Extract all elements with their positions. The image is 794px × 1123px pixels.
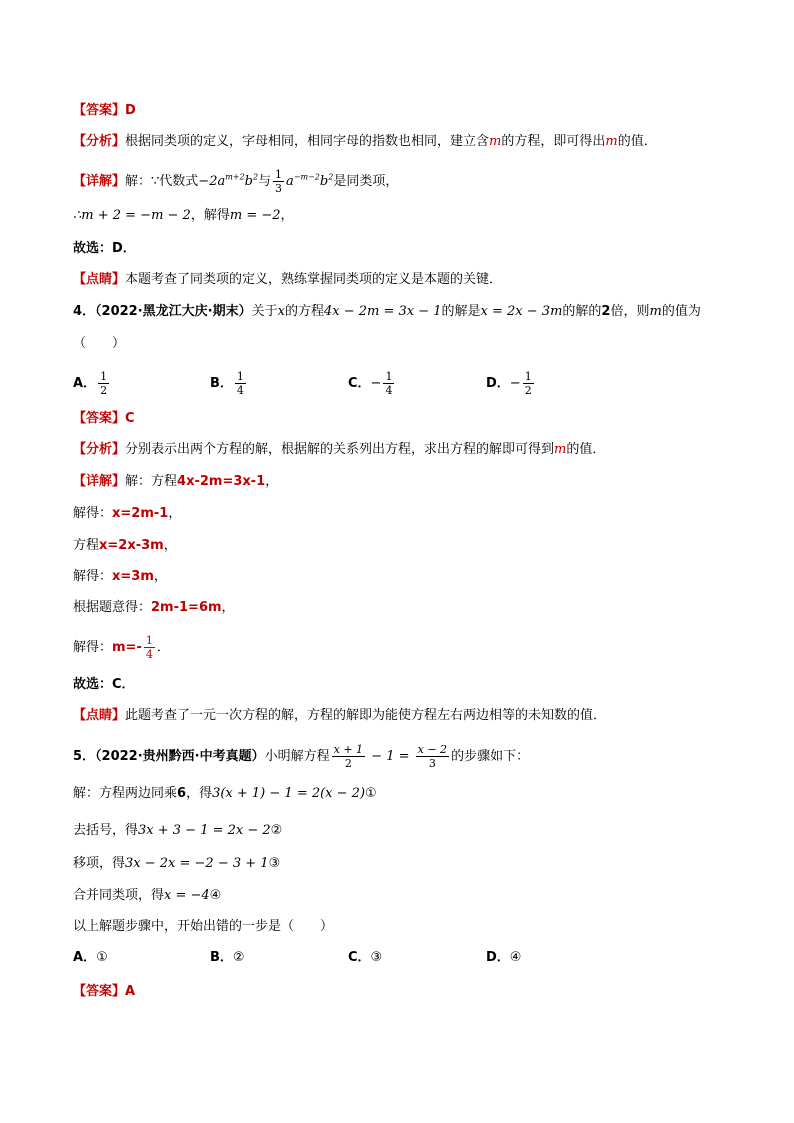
fraction: $\frac{1}{3}$ [275,168,283,195]
comment-tag: 【点睛】 [73,708,126,723]
q5-option-b[interactable]: B．② [210,950,245,965]
q5-option-d[interactable]: D．④ [486,950,522,965]
q5-step-3: 移项，得3x − 2x = −2 − 3 + 1③ [73,856,281,871]
math-eq: ∴m + 2 = −m − 2 [73,208,191,223]
q5-question: 以上解题步骤中，开始出错的一步是（ ） [73,919,334,934]
q4-option-a[interactable]: A． $\frac{1}{2}$ [73,370,108,397]
q4-comment-line: 【点睛】此题考查了一元一次方程的解，方程的解即为能使方程左右两边相等的未知数的值． [73,708,607,723]
q5-answer-line [73,982,135,1002]
comment-tag: 【点睛】 [73,272,126,287]
analysis-text: 根据同类项的定义，字母相同，相同字母的指数也相同，建立含 [125,134,490,149]
detail-tag: 【详解】 [73,474,126,489]
question-source: （2022·贵州黔西·中考真题） [95,749,265,764]
analysis-text: 的值． [617,134,657,149]
q3-comment-line [73,270,502,290]
q5-stem: 5．（2022·贵州黔西·中考真题）小明解方程 $\frac{x + 1}{2}$ − 1 = $\frac{x - 2}{3}$ 的步骤如下： [73,743,530,770]
question-source: （2022·黑龙江大庆·期末） [95,304,252,319]
question-number: 4． [73,304,96,319]
q4-choose-line: 故选：C． [73,677,135,692]
q4-step-1: 解得：x=2m-1， [73,506,182,521]
q4-detail-line: 【详解】解：方程4x-2m=3x-1， [73,474,279,489]
detail-text: 是同类项， [333,174,399,189]
answer-tag: 【答案】 [73,411,126,426]
q3-choose-line: 故选：D． [73,241,136,256]
q3-analysis-line [73,132,657,152]
analysis-tag: 【分析】 [73,134,126,149]
question-number: 5． [73,749,96,764]
q3-detail-line [73,168,398,195]
q4-option-d[interactable]: D．− $\frac{1}{2}$ [486,370,532,397]
answer-value: C [125,411,135,426]
q3-answer-line [73,101,136,121]
analysis-tag: 【分析】 [73,442,126,457]
variable-m: m [489,134,502,149]
q4-step-3: 解得：x=3m， [73,569,167,584]
equation: 4x − 2m = 3x − 1 [323,304,442,319]
math-term: $a^{-m-2}b^2$ [286,172,334,189]
q3-step-line: ∴m + 2 = −m − 2，解得m = −2， [73,208,294,223]
detail-text: 与 [258,174,272,189]
answer-value: D [125,103,136,118]
math-term: $-2a^{m+2}b^2$ [198,172,259,189]
math-eq: m = −2 [229,208,281,223]
comment-text: 本题考查了同类项的定义，熟练掌握同类项的定义是本题的关键． [125,272,503,287]
answer-tag: 【答案】 [73,103,126,118]
variable-m: m [605,134,618,149]
q4-analysis-line: 【分析】分别表示出两个方程的解，根据解的关系列出方程，求出方程的解即可得到m的值． [73,442,606,457]
q4-answer-line [73,409,135,429]
q5-step-1: 解：方程两边同乘6，得3(x + 1) − 1 = 2(x − 2)① [73,786,377,801]
q5-option-c[interactable]: C．③ [348,950,383,965]
q4-step-4: 根据题意得：2m-1=6m， [73,600,235,615]
q4-option-b[interactable]: B． $\frac{1}{4}$ [210,370,244,397]
q4-stem: 4．（2022·黑龙江大庆·期末）关于x的方程4x − 2m = 3x − 1的解是x = 2x − 3m的解的2倍，则m的值为 [73,304,701,319]
equation: x = 2x − 3m [480,304,563,319]
detail-text: 解：∵代数式 [125,174,199,189]
q4-option-c[interactable]: C．− $\frac{1}{4}$ [348,370,393,397]
q4-step-2: 方程x=2x-3m， [73,538,177,553]
answer-value: A [125,984,136,999]
answer-tag: 【答案】 [73,984,126,999]
detail-tag: 【详解】 [73,174,126,189]
q5-option-a[interactable]: A．① [73,950,108,965]
equation: 4x-2m=3x-1 [177,474,266,489]
q4-step-5: 解得：m=- $\frac{1}{4}$ ． [73,634,170,661]
q5-step-2: 去括号，得3x + 3 − 1 = 2x − 2② [73,823,283,838]
step-text: ，解得 [190,208,230,223]
q4-paren: （ ） [73,336,126,351]
analysis-text: 的方程，即可得出 [501,134,606,149]
q5-step-4: 合并同类项，得x = −4④ [73,888,222,903]
